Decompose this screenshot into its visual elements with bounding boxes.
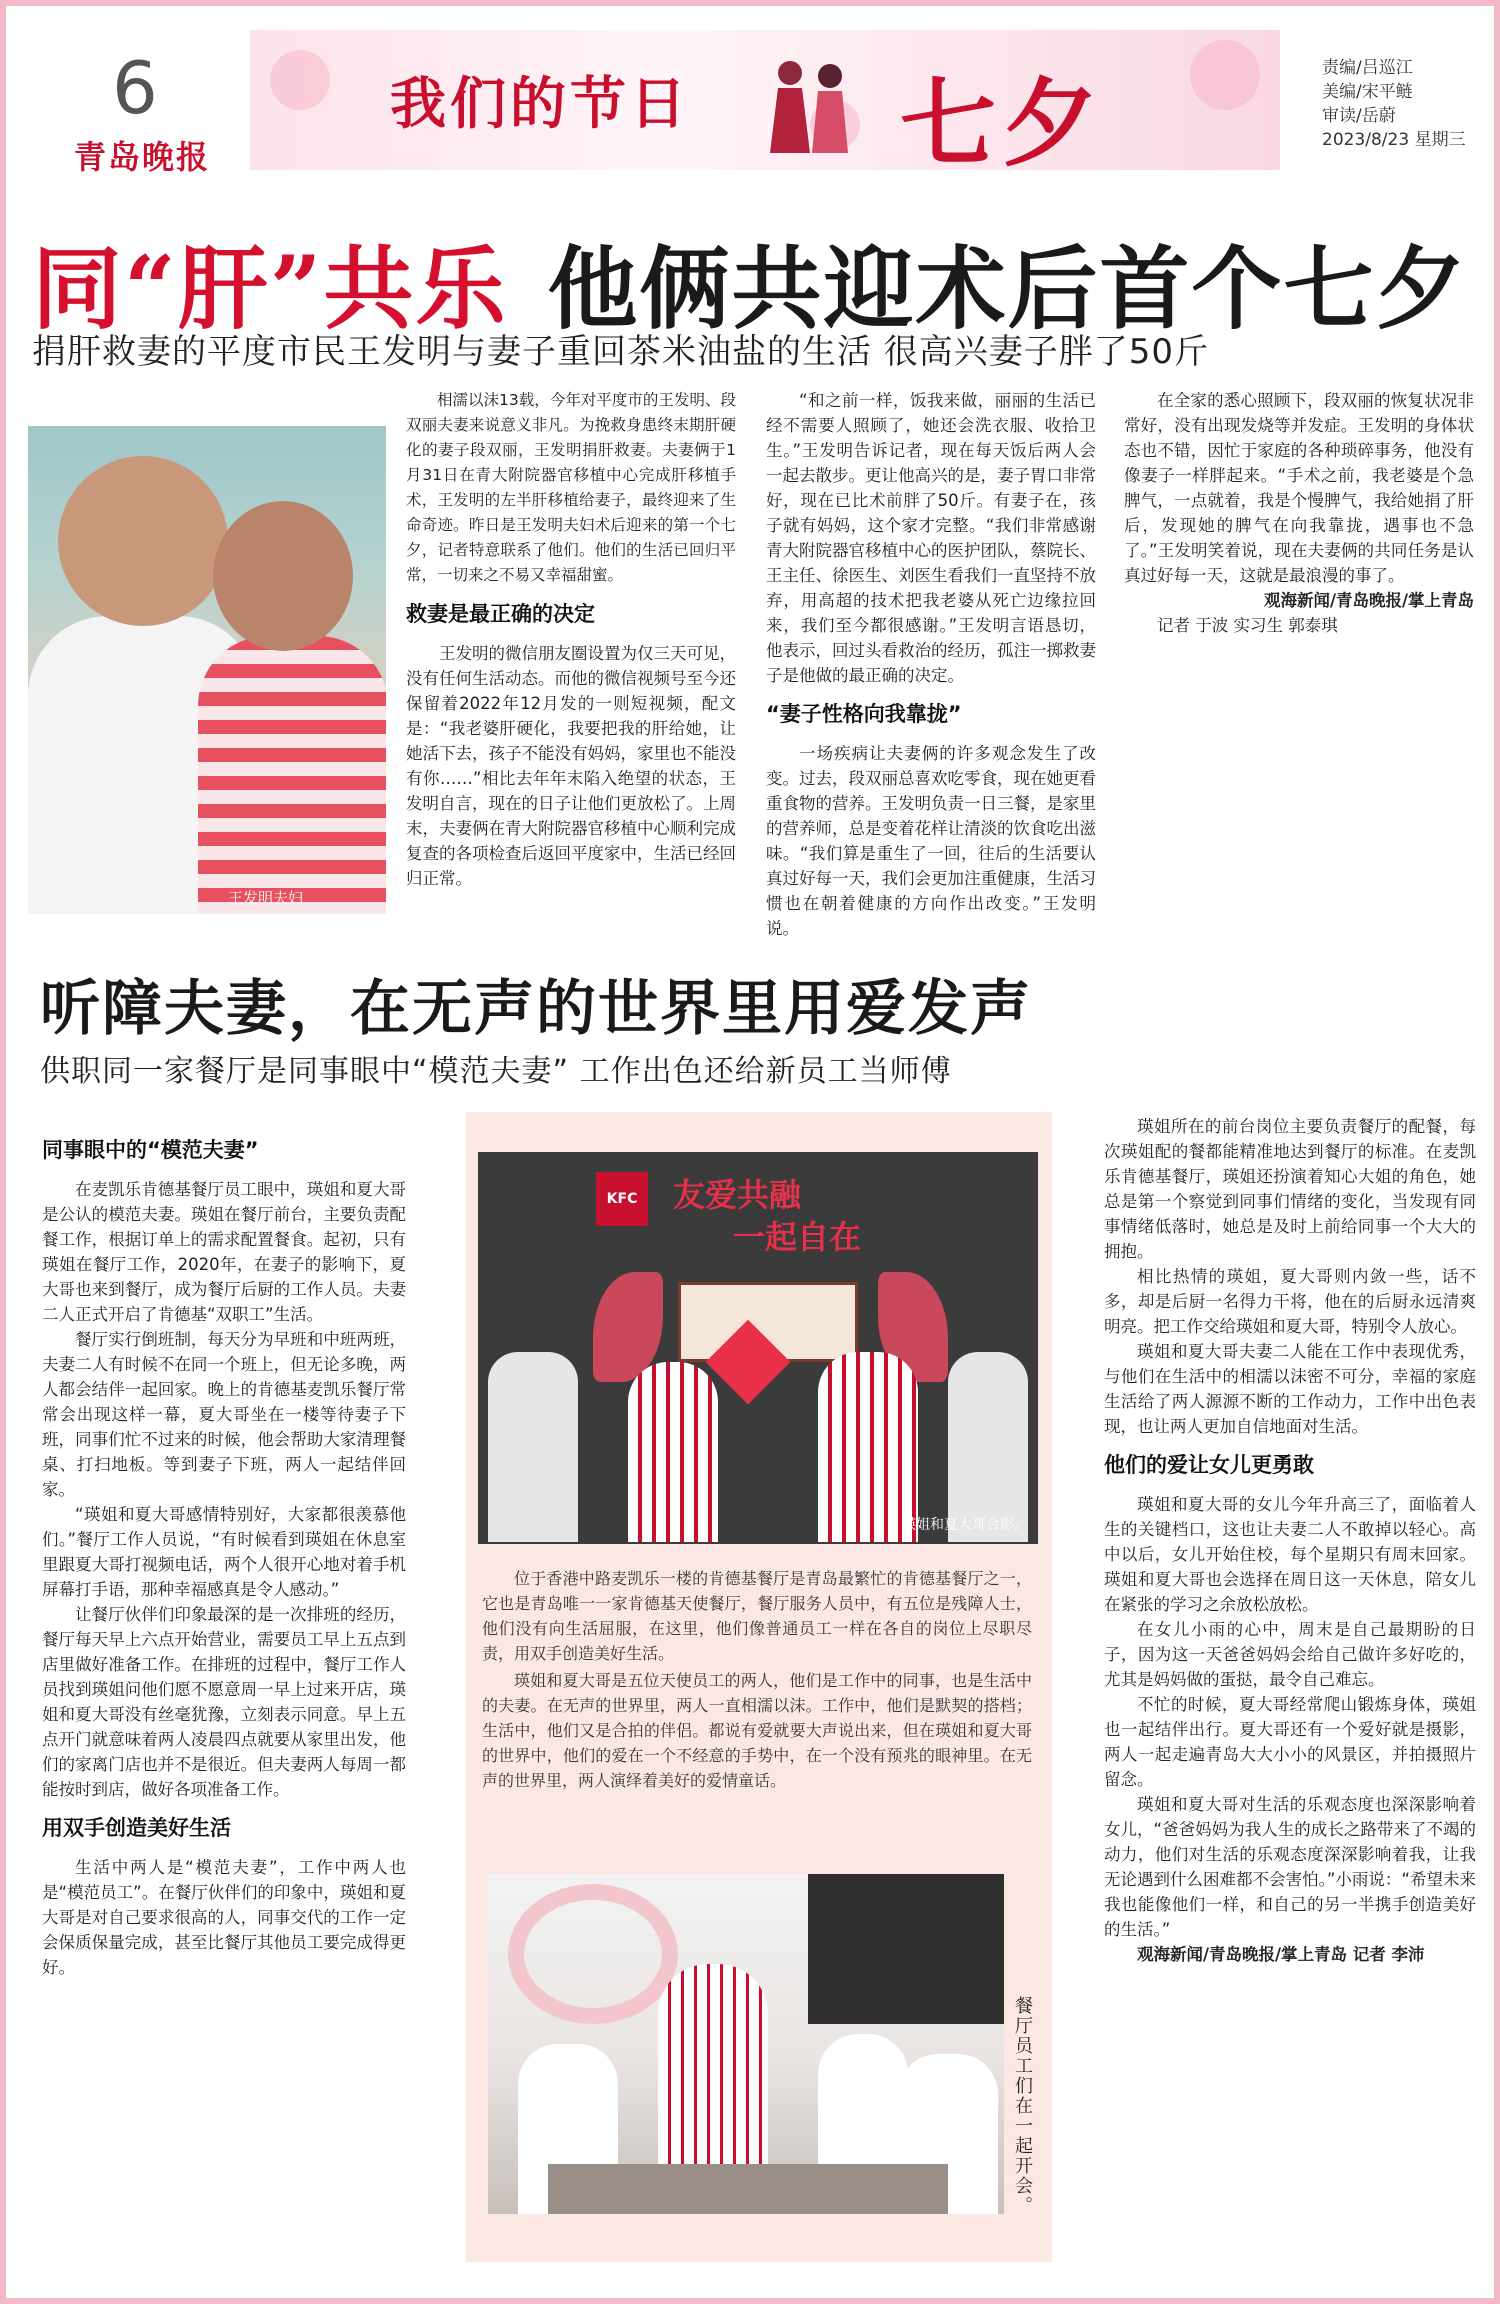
story2-byline: 观海新闻/青岛晚报/掌上青岛 记者 李沛 bbox=[1137, 1945, 1425, 1964]
story1-headline-red: 同“肝”共乐 bbox=[32, 236, 508, 342]
kfc-logo: KFC bbox=[596, 1172, 648, 1226]
cutout-figure bbox=[488, 1352, 578, 1542]
man-face bbox=[58, 456, 228, 626]
story1-paragraph: 在全家的悉心照顾下，段双丽的恢复状况非常好，没有出现发烧等并发症。王发明的身体状态也不错，因忙于家庭的各种琐碎事务，他没有像妻子一样胖起来。“手术之前，我老婆是个急脾气，一点就着，我是个慢脾气，我给她捐了肝后，发现她的脾气在向我靠拢，遇事也不急了。”王发明笑着说，现在夫妻俩的共同任务是认真过好每一天，这就是最浪漫的事了。 bbox=[1124, 391, 1474, 585]
story2-paragraph: “瑛姐和夏大哥感情特别好，大家都很羡慕他们。”餐厅工作人员说，“有时候看到瑛姐在休息室里跟夏大哥打视频电话，两个人很开心地对着手机屏幕打手语，那种幸福感真是令人感动。” bbox=[42, 1505, 406, 1599]
paper-name: 青岛晚报 bbox=[74, 138, 211, 176]
story2-headline: 听障夫妻，在无声的世界里用爱发声 bbox=[40, 974, 1032, 1044]
page-number: 6 bbox=[112, 46, 158, 130]
woman-face bbox=[213, 501, 353, 651]
staff-meeting-photo bbox=[488, 1874, 1004, 2214]
story1-paragraph: “和之前一样，饭我来做，丽丽的生活已经不需要人照顾了，她还会洗衣服、收拾卫生。”王发明告诉记者，现在每天饭后两人会一起去散步。更让他高兴的是，妻子胃口非常好，现在已比术前胖了50斤。有妻子在，孩子就有妈妈，这个家才完整。“我们非常感谢青大附院器官移植中心的医护团队，蔡院长、王主任、徐医生、刘医生看我们一直坚持不放弃，用高超的技术把我老婆从死亡边缘拉回来，我们至今都很感谢。”王发明言语恳切，他表示，回过头看救治的经历，孤注一掷救妻子是他做的最正确的决定。 bbox=[766, 391, 1096, 685]
banner-title-right: 七夕 bbox=[900, 67, 1104, 170]
panel-text bbox=[482, 1566, 1032, 1795]
story2-subtitle: 供职同一家餐厅是同事眼中“模范夫妻” 工作出色还给新员工当师傅 bbox=[40, 1054, 952, 1089]
wall-slogan bbox=[673, 1174, 861, 1258]
slogan-line: 一起自在 bbox=[733, 1218, 862, 1256]
story1-section-head: “妻子性格向我靠拢” bbox=[766, 702, 962, 726]
banner-title-left: 我们的节日 bbox=[390, 71, 690, 137]
story1-byline: 观海新闻/青岛晚报/掌上青岛 bbox=[1263, 591, 1474, 610]
story2-paragraph: 餐厅实行倒班制，每天分为早班和中班两班，夫妻二人有时候不在同一个班上，但无论多晚，两人都会结伴一起回家。晚上的肯德基麦凯乐餐厅常常会出现这样一幕，夏大哥坐在一楼等待妻子下班，同事们忙不过来的时候，他会帮助大家清理餐桌、打扫地板。等到妻子下班，两人一起结伴回家。 bbox=[42, 1330, 406, 1499]
editor-line: 审读/岳蔚 bbox=[1322, 106, 1396, 126]
story2-paragraph: 生活中两人是“模范夫妻”，工作中两人也是“模范员工”。在餐厅伙伴们的印象中，瑛姐和夏大哥是对自己要求很高的人，同事交代的工作一定会保质保量完成，甚至比餐厅其他员工要完成得更好。 bbox=[42, 1858, 406, 1977]
couple-illustration-icon bbox=[750, 48, 870, 158]
story1-intro: 相濡以沫13载，今年对平度市的王发明、段双丽夫妻来说意义非凡。为挽救身患终末期肝硬化的妻子段双丽，王发明捐肝救妻。夫妻俩于1月31日在青大附院器官移植中心完成肝移植手术，王发明的左半肝移植给妻子，最终迎来了生命奇迹。昨日是王发明夫妇术后迎来的第一个七夕，记者特意联系了他们。他们的生活已回归平常，一切来之不易又幸福甜蜜。 bbox=[406, 391, 736, 584]
photo-background bbox=[808, 1874, 1004, 2024]
story2-section-head: 用双手创造美好生活 bbox=[42, 1816, 231, 1840]
story1-section-head: 救妻是最正确的决定 bbox=[406, 602, 595, 626]
page-header bbox=[12, 12, 1500, 176]
story2-paragraph: 瑛姐和夏大哥对生活的乐观态度也深深影响着女儿，“爸爸妈妈为我人生的成长之路带来了不竭的动力，他们对生活的乐观态度深深影响着我，让我无论遇到什么困难都不会害怕。”小雨说：“希望未来我也能像他们一样，和自己的另一半携手创造美好的生活。” bbox=[1104, 1795, 1476, 1939]
festival-banner bbox=[250, 30, 1280, 170]
story2-paragraph: 让餐厅伙伴们印象最深的是一次排班的经历，餐厅每天早上六点开始营业，需要员工早上五点到店里做好准备工作。在排班的过程中，餐厅工作人员找到瑛姐问他们愿不愿意周一早上过来开店，瑛姐和夏大哥没有丝毫犹豫，立刻表示同意。早上五点开门就意味着两人凌晨四点就要从家里出发，他们的家离门店也并不是很近。但夫妻两人每周一都能按时到店，做好各项准备工作。 bbox=[42, 1605, 406, 1799]
woman-figure bbox=[628, 1362, 718, 1542]
kfc-couple-photo bbox=[478, 1152, 1038, 1544]
story2-paragraph: 瑛姐和夏大哥夫妻二人能在工作中表现优秀，与他们在生活中的相濡以沫密不可分，幸福的家庭生活给了两人源源不断的工作动力，工作中出色表现，也让两人更加自信地面对生活。 bbox=[1104, 1342, 1476, 1436]
story1-column-2 bbox=[766, 388, 1096, 941]
story2-section-head: 他们的爱让女儿更勇敢 bbox=[1104, 1453, 1314, 1477]
story2-column-1 bbox=[42, 1124, 406, 1980]
story1-subtitle: 捐肝救妻的平度市民王发明与妻子重回茶米油盐的生活 很高兴妻子胖了50斤 bbox=[32, 332, 1210, 372]
couple-photo bbox=[28, 426, 386, 914]
panel-paragraph: 瑛姐和夏大哥是五位天使员工的两人，他们是工作中的同事，也是生活中的夫妻。在无声的世界里，两人一直相濡以沫。工作中，他们是默契的搭档；生活中，他们又是合拍的伴侣。都说有爱就要大声说出来，但在瑛姐和夏大哥的世界中，他们的爱在一个不经意的手势中，在一个没有预兆的眼神里。在无声的世界里，两人演绎着美好的爱情童话。 bbox=[482, 1671, 1032, 1790]
editor-credits bbox=[1322, 56, 1466, 152]
story2-paragraph: 相比热情的瑛姐，夏大哥则内敛一些，话不多，却是后厨一名得力干将，他在的后厨永远清爽明亮。把工作交给瑛姐和夏大哥，特别令人放心。 bbox=[1104, 1267, 1476, 1336]
slogan-line: 友爱共融 bbox=[673, 1176, 802, 1214]
story2-column-3 bbox=[1104, 1114, 1476, 1967]
story2-paragraph: 不忙的时候，夏大哥经常爬山锻炼身体，瑛姐也一起结伴出行。夏大哥还有一个爱好就是摄影，两人一起走遍青岛大大小小的风景区，并拍摄照片留念。 bbox=[1104, 1695, 1476, 1789]
blossom-decoration bbox=[1190, 40, 1260, 110]
story2-paragraph: 在女儿小雨的心中，周末是自己最期盼的日子，因为这一天爸爸妈妈会给自己做许多好吃的，尤其是妈妈做的蛋挞，最令自己难忘。 bbox=[1104, 1620, 1476, 1689]
editor-line: 美编/宋平鲢 bbox=[1322, 82, 1413, 102]
story1-paragraph: 王发明的微信朋友圈设置为仅三天可见，没有任何生活动态。而他的微信视频号至今还保留着2022年12月发的一则短视频，配文是：“我老婆肝硬化，我要把我的肝给她，让她活下去，孩子不能没有妈妈，家里也不能没有你……”相比去年年末陷入绝望的状态，王发明自言，现在的日子让他们更放松了。上周末，夫妻俩在青大附院器官移植中心顺利完成复查的各项检查后返回平度家中，生活已经回归正常。 bbox=[406, 644, 736, 888]
panel-paragraph: 位于香港中路麦凯乐一楼的肯德基餐厅是青岛最繁忙的肯德基餐厅之一，它也是青岛唯一一家肯德基天使餐厅，餐厅服务人员中，有五位是残障人士，他们没有向生活屈服，在这里，他们像普通员工一样在各自的岗位上尽职尽责，用双手创造美好生活。 bbox=[482, 1569, 1032, 1663]
editor-line: 责编/吕巡江 bbox=[1322, 58, 1413, 78]
photo-caption: 瑛姐和夏大哥合影。 bbox=[902, 1517, 1028, 1533]
vertical-photo-caption: 餐厅员工们在一起开会。 bbox=[1012, 1996, 1033, 2216]
woman-figure bbox=[198, 636, 386, 914]
story1-paragraph: 一场疾病让夫妻俩的许多观念发生了改变。过去，段双丽总喜欢吃零食，现在她更看重食物的营养。王发明负责一日三餐，是家里的营养师，总是变着花样让清淡的饮食吃出滋味。“我们算是重生了一回，往后的生活要认真过好每一天，我们会更加注重健康，生活习惯也在朝着健康的方向作出改变。”王发明说。 bbox=[766, 744, 1096, 938]
wall-decoration bbox=[508, 1884, 678, 2024]
story1-column-3 bbox=[1124, 388, 1474, 638]
story2-paragraph: 瑛姐和夏大哥的女儿今年升高三了，面临着人生的关键档口，这也让夫妻二人不敢掉以轻心。高中以后，女儿开始住校，每个星期只有周末回家。瑛姐和夏大哥也会选择在周日这一天休息，陪女儿在紧张的学习之余放松放松。 bbox=[1104, 1495, 1476, 1614]
story2-section-head: 同事眼中的“模范夫妻” bbox=[42, 1138, 259, 1162]
photo-caption: 王发明夫妇 bbox=[228, 889, 304, 907]
story2-paragraph: 在麦凯乐肯德基餐厅员工眼中，瑛姐和夏大哥是公认的模范夫妻。瑛姐在餐厅前台，主要负责配餐工作，根据订单上的需求配置餐食。起初，只有瑛姐在餐厅工作，2020年，在妻子的影响下，夏大哥也来到餐厅，成为餐厅后厨的工作人员。夫妻二人正式开启了肯德基“双职工”生活。 bbox=[42, 1180, 406, 1324]
blossom-decoration bbox=[270, 50, 330, 110]
issue-date: 2023/8/23 星期三 bbox=[1322, 130, 1466, 150]
story1-column-1 bbox=[406, 388, 736, 891]
story1-headline-black: 他俩共迎术后首个七夕 bbox=[547, 237, 1468, 342]
meeting-table bbox=[548, 2164, 948, 2214]
story1-reporter: 记者 于波 实习生 郭泰琪 bbox=[1157, 616, 1338, 635]
story2-paragraph: 瑛姐所在的前台岗位主要负责餐厅的配餐，每次瑛姐配的餐都能精准地达到餐厅的标准。在麦凯乐肯德基餐厅，瑛姐还扮演着知心大姐的角色，她总是第一个察觉到同事们情绪的变化，当发现有同事情绪低落时，她总是及时上前给同事一个大大的拥抱。 bbox=[1104, 1117, 1476, 1261]
